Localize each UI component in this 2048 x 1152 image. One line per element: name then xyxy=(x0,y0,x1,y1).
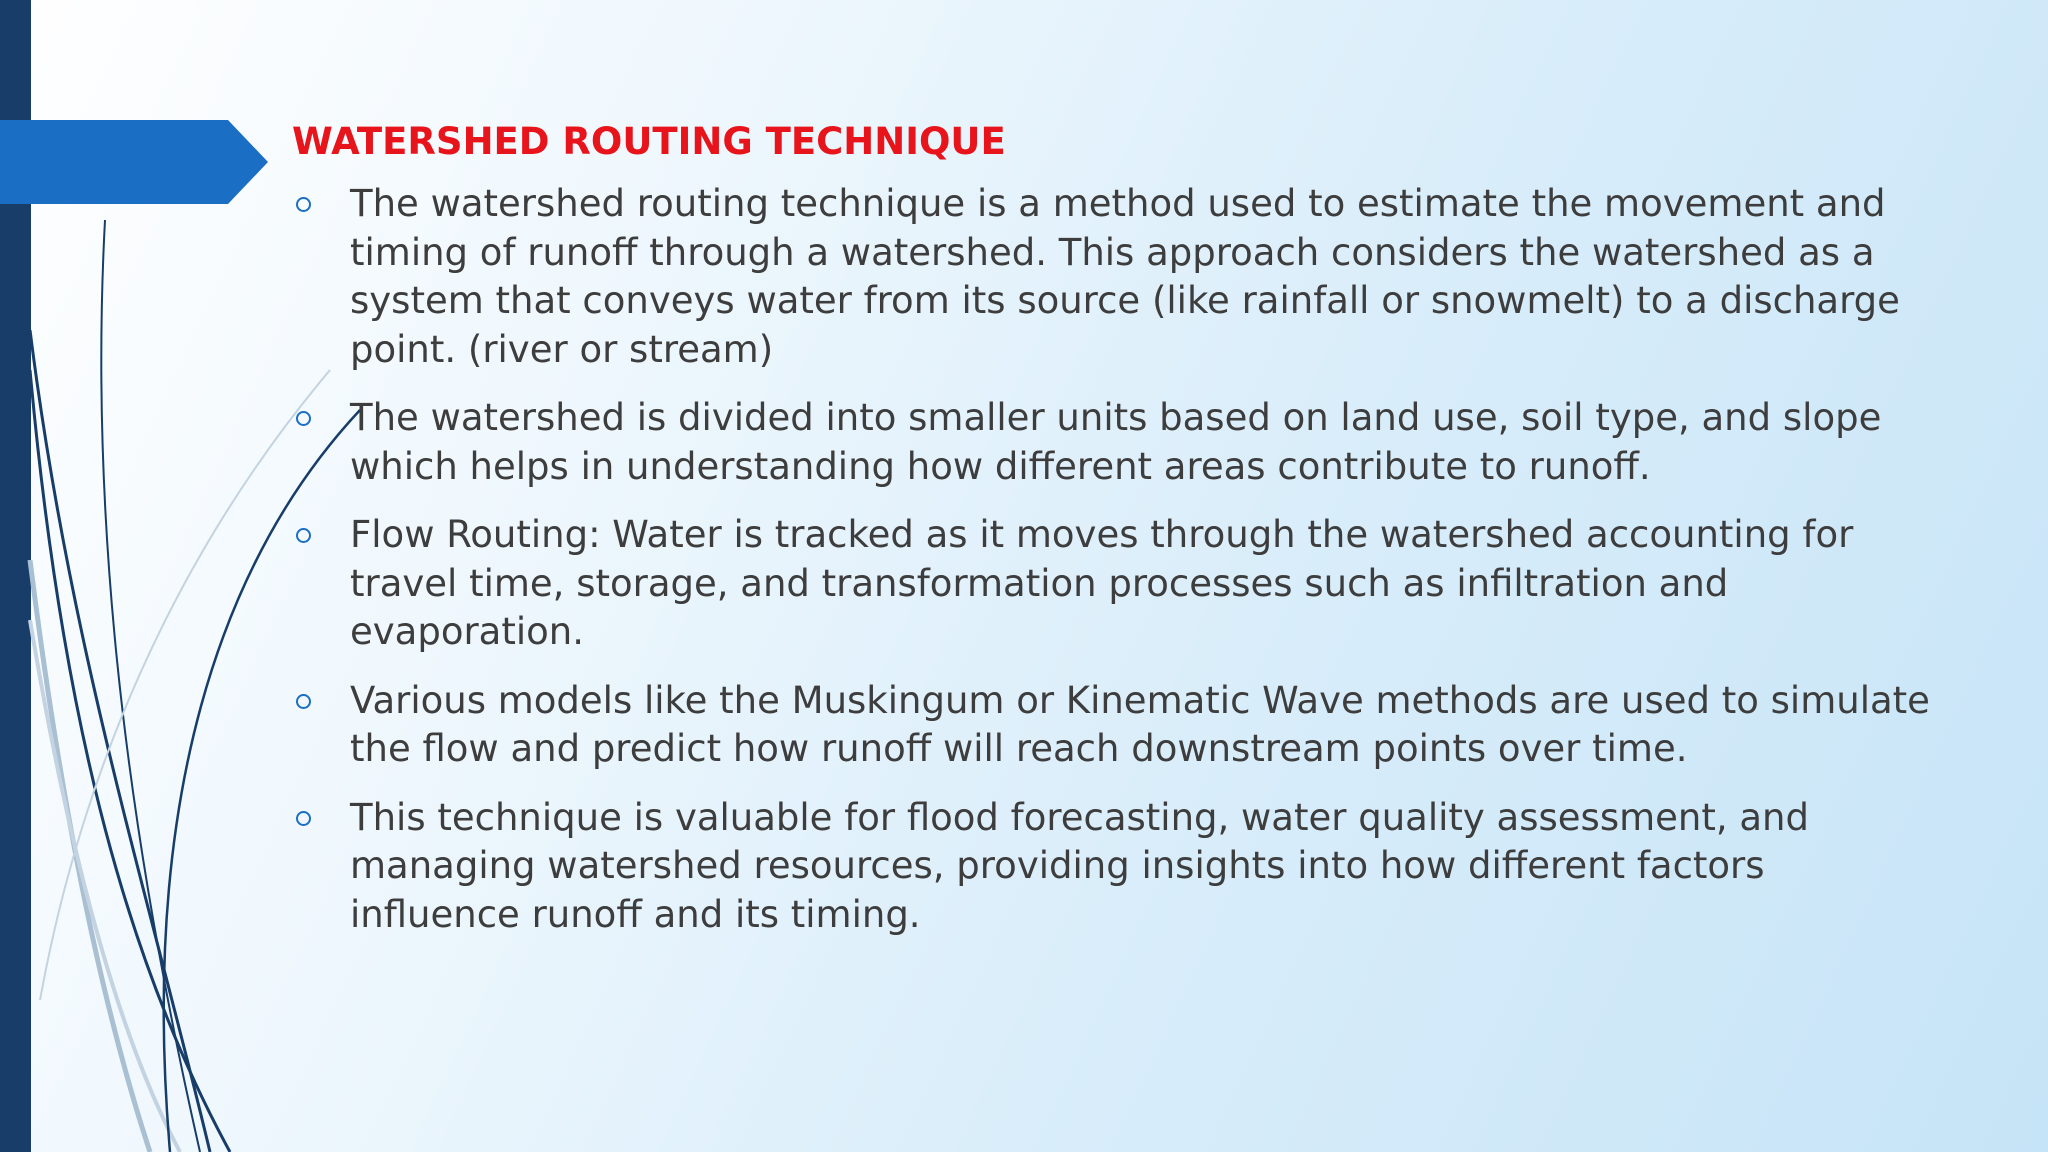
slide-content xyxy=(292,118,1932,959)
hollow-circle-icon xyxy=(296,694,311,709)
bullet-item xyxy=(292,794,1932,940)
title-arrow-marker xyxy=(0,120,268,204)
hollow-circle-icon xyxy=(296,811,311,826)
slide-title: WATERSHED ROUTING TECHNIQUE xyxy=(292,120,1006,163)
bullet-item xyxy=(292,394,1932,491)
hollow-circle-icon xyxy=(296,411,311,426)
bullet-item xyxy=(292,511,1932,657)
bullet-item xyxy=(292,180,1932,374)
bullet-item xyxy=(292,677,1932,774)
bullet-text: Flow Routing: Water is tracked as it moves through the watershed accounting for travel time, storage, and transformation processes such as infiltration and evaporation. xyxy=(350,513,1854,653)
bullet-text: This technique is valuable for flood forecasting, water quality assessment, and managing watershed resources, providing insights into how different factors influence runoff and its timing. xyxy=(350,795,1809,936)
bullet-text: The watershed routing technique is a method used to estimate the movement and timing of runoff through a watershed. This approach considers the watershed as a system that conveys water from its source (like rainfall or snowmelt) to a discharge point. (river or stream) xyxy=(350,182,1900,371)
hollow-circle-icon xyxy=(296,197,311,212)
bullet-text: The watershed is divided into smaller units based on land use, soil type, and slope which helps in understanding how different areas contribute to runoff. xyxy=(350,396,1882,488)
hollow-circle-icon xyxy=(296,528,311,543)
bullet-list xyxy=(292,180,1932,939)
bullet-text: Various models like the Muskingum or Kinematic Wave methods are used to simulate the flow and predict how runoff will reach downstream points over time. xyxy=(350,678,1930,770)
